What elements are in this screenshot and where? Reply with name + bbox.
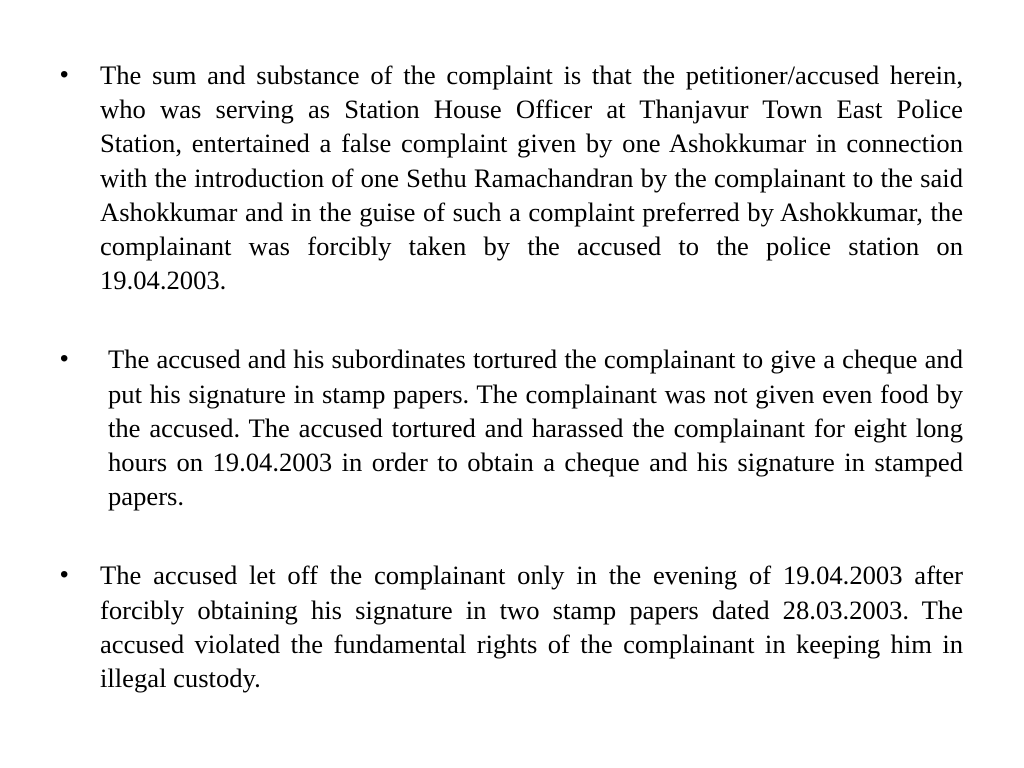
bullet-dot-icon: • [60, 345, 69, 373]
bullet-item-torture [60, 342, 963, 513]
bullet-item-complaint-summary [60, 58, 963, 297]
bullet-item-illegal-custody [60, 558, 963, 695]
bullet-text: The sum and substance of the complaint is that the petitioner/accused herein, who was serving as Station House Officer at Thanjavur Town East Police Station, entertained a false complaint given by one Ashokkumar in connection with the introduction of one Sethu Ramachandran by the complainant to the said Ashokkumar and in the guise of such a complaint preferred by Ashokkumar, the complainant was forcibly taken by the accused to the police station on 19.04.2003. [100, 60, 963, 296]
bullet-list [60, 58, 963, 695]
bullet-text: The accused let off the complainant only in the evening of 19.04.2003 after forcibly obtaining his signature in two stamp papers dated 28.03.2003. The accused violated the fundamental rights of the complainant in keeping him in illegal custody. [100, 560, 963, 694]
bullet-dot-icon: • [60, 561, 69, 589]
bullet-text: The accused and his subordinates tortured the complainant to give a cheque and put his signature in stamp papers. The complainant was not given even food by the accused. The accused tortured and harassed the complainant for eight long hours on 19.04.2003 in order to obtain a cheque and his signature in stamped papers. [108, 344, 963, 512]
bullet-dot-icon: • [60, 61, 69, 88]
